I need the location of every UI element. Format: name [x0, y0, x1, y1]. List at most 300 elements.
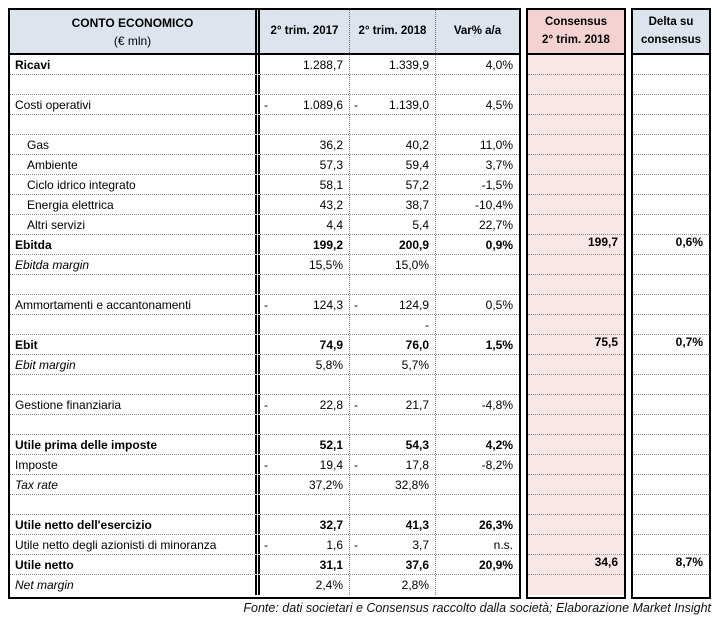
delta-row	[633, 335, 709, 355]
cell-q2-2017	[260, 95, 350, 114]
value-2018: 57,2	[405, 177, 429, 192]
cell-q2-2018	[350, 115, 436, 134]
negative-sign: -	[354, 457, 358, 472]
cell-var-yoy	[436, 355, 519, 374]
cell-q2-2017	[260, 355, 350, 374]
consensus-row	[528, 75, 624, 95]
table-row	[10, 55, 519, 75]
table-row	[10, 115, 519, 135]
value-delta: 0,6%	[675, 235, 703, 249]
consensus-row	[528, 375, 624, 395]
row-label: Ebitda	[15, 237, 52, 252]
value-var: 20,9%	[478, 557, 513, 572]
consensus-header	[528, 10, 624, 55]
cell-q2-2017	[260, 175, 350, 194]
cell-q2-2018	[350, 255, 436, 274]
table-header-row	[10, 10, 519, 55]
cell-q2-2017	[260, 335, 350, 354]
delta-column	[631, 8, 711, 599]
value-2018: 40,2	[405, 137, 429, 152]
cell-q2-2017	[260, 235, 350, 254]
value-2018: 124,9	[398, 297, 429, 312]
value-2017: 22,8	[319, 397, 343, 412]
consensus-row	[528, 55, 624, 75]
delta-row	[633, 515, 709, 535]
consensus-row	[528, 535, 624, 555]
value-2017: 5,8%	[315, 357, 343, 372]
cell-var-yoy	[436, 255, 519, 274]
cell-q2-2018	[350, 395, 436, 414]
delta-row	[633, 135, 709, 155]
value-2017: 52,1	[319, 437, 343, 452]
cell-var-yoy	[436, 175, 519, 194]
row-label-cell	[10, 135, 260, 154]
consensus-row	[528, 155, 624, 175]
cell-q2-2017	[260, 515, 350, 534]
delta-row	[633, 75, 709, 95]
delta-row	[633, 95, 709, 115]
header-cell-q2-2017	[260, 10, 350, 53]
table-row	[10, 155, 519, 175]
consensus-row	[528, 315, 624, 335]
negative-sign: -	[354, 97, 358, 112]
row-label-cell	[10, 455, 260, 474]
table-row	[10, 575, 519, 595]
row-label: Utile netto	[15, 557, 74, 572]
value-2017: 57,3	[319, 157, 343, 172]
value-2018: 41,3	[405, 517, 429, 532]
cell-var-yoy	[436, 375, 519, 394]
value-var: -10,4%	[474, 197, 513, 212]
row-label-cell	[10, 95, 260, 114]
header-cell-title	[10, 10, 260, 53]
value-var: 4,2%	[485, 437, 513, 452]
value-var: 4,0%	[485, 57, 513, 72]
cell-q2-2018	[350, 555, 436, 574]
consensus-row	[528, 495, 624, 515]
value-var: -8,2%	[481, 457, 513, 472]
cell-var-yoy	[436, 235, 519, 254]
cell-var-yoy	[436, 195, 519, 214]
table-row	[10, 455, 519, 475]
cell-q2-2017	[260, 495, 350, 514]
row-label-cell	[10, 295, 260, 314]
cell-q2-2018	[350, 475, 436, 494]
consensus-row	[528, 395, 624, 415]
consensus-row	[528, 95, 624, 115]
table-row	[10, 95, 519, 115]
row-label-cell	[10, 495, 260, 514]
value-2018: 37,6	[405, 557, 429, 572]
table-row	[10, 235, 519, 255]
delta-row	[633, 115, 709, 135]
value-var: 0,5%	[485, 297, 513, 312]
value-2018: -	[425, 317, 429, 332]
table-row	[10, 335, 519, 355]
row-label: Tax rate	[15, 477, 58, 492]
table-row	[10, 255, 519, 275]
cell-var-yoy	[436, 575, 519, 595]
consensus-label-line2: 2° trim. 2018	[542, 33, 610, 46]
cell-var-yoy	[436, 535, 519, 554]
cell-var-yoy	[436, 475, 519, 494]
row-label: Imposte	[15, 457, 58, 472]
row-label: Ciclo idrico integrato	[27, 177, 136, 192]
value-2017: 1,6	[326, 537, 343, 552]
table-row	[10, 315, 519, 335]
table-row	[10, 495, 519, 515]
cell-var-yoy	[436, 515, 519, 534]
delta-row	[633, 55, 709, 75]
row-label-cell	[10, 535, 260, 554]
cell-q2-2017	[260, 555, 350, 574]
value-2018: 54,3	[405, 437, 429, 452]
row-label-cell	[10, 475, 260, 494]
value-2018: 3,7	[412, 537, 429, 552]
table-row	[10, 75, 519, 95]
consensus-row	[528, 215, 624, 235]
table-row	[10, 515, 519, 535]
value-2018: 5,4	[412, 217, 429, 232]
cell-q2-2018	[350, 415, 436, 434]
delta-row	[633, 235, 709, 255]
cell-q2-2018	[350, 435, 436, 454]
delta-label-line1: Delta su	[648, 16, 694, 29]
value-2017: 124,3	[312, 297, 343, 312]
row-label: Costi operativi	[15, 97, 92, 112]
cell-var-yoy	[436, 95, 519, 114]
delta-row	[633, 435, 709, 455]
value-var: 26,3%	[478, 517, 513, 532]
row-label-cell	[10, 75, 260, 94]
value-2017: 43,2	[319, 197, 343, 212]
value-2018: 5,7%	[401, 357, 429, 372]
cell-q2-2017	[260, 535, 350, 554]
cell-var-yoy	[436, 155, 519, 174]
row-label: Ebitda margin	[15, 257, 90, 272]
delta-row	[633, 295, 709, 315]
delta-row	[633, 215, 709, 235]
cell-q2-2018	[350, 495, 436, 514]
header-cell-q2-2018	[350, 10, 436, 53]
row-label: Ebit margin	[15, 357, 76, 372]
cell-var-yoy	[436, 135, 519, 154]
cell-q2-2017	[260, 195, 350, 214]
value-var: -4,8%	[481, 397, 513, 412]
row-label-cell	[10, 255, 260, 274]
consensus-row	[528, 195, 624, 215]
row-label-cell	[10, 355, 260, 374]
consensus-row	[528, 175, 624, 195]
row-label: Altri servizi	[27, 217, 86, 232]
row-label: Ambiente	[27, 157, 78, 172]
consensus-row	[528, 455, 624, 475]
row-label: Gas	[27, 137, 50, 152]
row-label: Utile netto dell'esercizio	[15, 517, 152, 532]
consensus-row	[528, 575, 624, 595]
cell-q2-2017	[260, 315, 350, 334]
row-label-cell	[10, 195, 260, 214]
table-row	[10, 415, 519, 435]
cell-q2-2018	[350, 515, 436, 534]
delta-row	[633, 475, 709, 495]
row-label: Ricavi	[15, 57, 51, 72]
value-2017: 199,2	[312, 237, 343, 252]
row-label: Ammortamenti e accantonamenti	[15, 297, 192, 312]
value-2017: 37,2%	[308, 477, 343, 492]
cell-var-yoy	[436, 215, 519, 234]
cell-q2-2017	[260, 215, 350, 234]
value-var: 3,7%	[485, 157, 513, 172]
value-var: 22,7%	[478, 217, 513, 232]
value-2018: 76,0	[405, 337, 429, 352]
cell-q2-2018	[350, 375, 436, 394]
consensus-row	[528, 295, 624, 315]
table-row	[10, 215, 519, 235]
delta-row	[633, 455, 709, 475]
consensus-row	[528, 335, 624, 355]
value-consensus: 199,7	[587, 235, 618, 249]
cell-q2-2018	[350, 235, 436, 254]
negative-sign: -	[354, 537, 358, 552]
delta-row	[633, 535, 709, 555]
header-cell-consensus	[528, 10, 624, 53]
row-label-cell	[10, 215, 260, 234]
cell-q2-2018	[350, 95, 436, 114]
cell-q2-2018	[350, 535, 436, 554]
table-title-unit: (€ mln)	[113, 33, 152, 48]
delta-label-line2: consensus	[640, 33, 702, 46]
cell-q2-2018	[350, 55, 436, 74]
cell-q2-2017	[260, 475, 350, 494]
negative-sign: -	[264, 297, 268, 312]
row-label: Ebit	[15, 337, 38, 352]
value-2017: 32,7	[319, 517, 343, 532]
cell-q2-2018	[350, 155, 436, 174]
row-label-cell	[10, 555, 260, 574]
cell-var-yoy	[436, 495, 519, 514]
column-label-2018: 2° trim. 2018	[358, 24, 427, 37]
cell-q2-2018	[350, 455, 436, 474]
value-2017: 4,4	[326, 217, 343, 232]
value-2018: 2,8%	[401, 578, 429, 592]
cell-q2-2018	[350, 75, 436, 94]
cell-q2-2017	[260, 135, 350, 154]
negative-sign: -	[264, 97, 268, 112]
table-row	[10, 475, 519, 495]
value-2017: 1.288,7	[302, 57, 343, 72]
negative-sign: -	[354, 297, 358, 312]
consensus-row	[528, 235, 624, 255]
cell-q2-2017	[260, 255, 350, 274]
delta-row	[633, 315, 709, 335]
cell-var-yoy	[436, 275, 519, 294]
cell-var-yoy	[436, 315, 519, 334]
cell-q2-2018	[350, 195, 436, 214]
delta-row	[633, 275, 709, 295]
table-body	[10, 55, 519, 595]
cell-var-yoy	[436, 455, 519, 474]
cell-q2-2017	[260, 155, 350, 174]
table-row	[10, 375, 519, 395]
negative-sign: -	[264, 537, 268, 552]
cell-q2-2017	[260, 275, 350, 294]
source-note: Fonte: dati societari e Consensus raccolto dalla società; Elaborazione Market Insight	[243, 601, 711, 615]
row-label-cell	[10, 115, 260, 134]
cell-q2-2018	[350, 135, 436, 154]
cell-q2-2018	[350, 215, 436, 234]
cell-q2-2018	[350, 575, 436, 595]
cell-q2-2017	[260, 75, 350, 94]
value-2018: 59,4	[405, 157, 429, 172]
value-2017: 2,4%	[315, 578, 343, 592]
delta-header	[633, 10, 709, 55]
row-label-cell	[10, 335, 260, 354]
value-2018: 1.339,9	[388, 57, 429, 72]
value-var: 11,0%	[479, 137, 513, 152]
consensus-row	[528, 115, 624, 135]
column-label-2017: 2° trim. 2017	[270, 24, 339, 37]
value-var: 1,5%	[485, 337, 513, 352]
delta-row	[633, 375, 709, 395]
cell-var-yoy	[436, 415, 519, 434]
cell-var-yoy	[436, 555, 519, 574]
value-2017: 58,1	[319, 177, 343, 192]
value-consensus: 75,5	[594, 335, 618, 349]
cell-q2-2017	[260, 575, 350, 595]
cell-var-yoy	[436, 55, 519, 74]
row-label-cell	[10, 435, 260, 454]
delta-row	[633, 195, 709, 215]
delta-row	[633, 555, 709, 575]
table-row	[10, 275, 519, 295]
table-row	[10, 195, 519, 215]
consensus-label-line1: Consensus	[545, 16, 607, 29]
value-2017: 1.089,6	[302, 97, 343, 112]
value-2018: 15,0%	[394, 257, 429, 272]
cell-q2-2018	[350, 175, 436, 194]
row-label: Utile netto degli azionisti di minoranza	[15, 537, 217, 552]
value-2018: 38,7	[405, 197, 429, 212]
value-2017: 36,2	[319, 137, 343, 152]
table-row	[10, 355, 519, 375]
income-statement-table	[8, 8, 521, 599]
row-label-cell	[10, 175, 260, 194]
value-2017: 15,5%	[308, 257, 343, 272]
row-label-cell	[10, 55, 260, 74]
cell-q2-2018	[350, 335, 436, 354]
consensus-row	[528, 275, 624, 295]
cell-var-yoy	[436, 75, 519, 94]
value-2018: 21,7	[405, 397, 429, 412]
value-var: n.s.	[493, 537, 513, 552]
value-var: 0,9%	[485, 237, 513, 252]
consensus-row	[528, 415, 624, 435]
cell-var-yoy	[436, 435, 519, 454]
row-label-cell	[10, 155, 260, 174]
delta-row	[633, 415, 709, 435]
value-2018: 200,9	[398, 237, 429, 252]
cell-q2-2018	[350, 295, 436, 314]
header-cell-var-yoy	[436, 10, 519, 53]
cell-var-yoy	[436, 295, 519, 314]
cell-q2-2017	[260, 455, 350, 474]
consensus-row	[528, 475, 624, 495]
row-label-cell	[10, 375, 260, 394]
consensus-row	[528, 515, 624, 535]
table-title: CONTO ECONOMICO	[71, 15, 194, 30]
value-var: -1,5%	[481, 177, 513, 192]
delta-row	[633, 355, 709, 375]
cell-q2-2017	[260, 55, 350, 74]
cell-q2-2018	[350, 355, 436, 374]
delta-row	[633, 395, 709, 415]
cell-q2-2017	[260, 415, 350, 434]
value-consensus: 34,6	[594, 555, 618, 569]
consensus-row	[528, 555, 624, 575]
row-label-cell	[10, 275, 260, 294]
delta-row	[633, 255, 709, 275]
delta-row	[633, 575, 709, 595]
consensus-row	[528, 135, 624, 155]
row-label: Net margin	[15, 578, 74, 592]
table-row	[10, 295, 519, 315]
table-row	[10, 395, 519, 415]
table-row	[10, 175, 519, 195]
table-row	[10, 555, 519, 575]
cell-q2-2018	[350, 275, 436, 294]
row-label-cell	[10, 515, 260, 534]
delta-row	[633, 175, 709, 195]
value-2017: 31,1	[319, 557, 343, 572]
consensus-body	[528, 55, 624, 595]
value-2017: 74,9	[319, 337, 343, 352]
header-cell-delta	[633, 10, 709, 53]
negative-sign: -	[264, 397, 268, 412]
consensus-row	[528, 435, 624, 455]
cell-q2-2018	[350, 315, 436, 334]
table-row	[10, 435, 519, 455]
row-label: Gestione finanziaria	[15, 397, 122, 412]
row-label: Utile prima delle imposte	[15, 437, 158, 452]
row-label-cell	[10, 395, 260, 414]
value-var: 4,5%	[485, 97, 513, 112]
row-label-cell	[10, 575, 260, 595]
cell-var-yoy	[436, 395, 519, 414]
value-delta: 8,7%	[675, 555, 703, 569]
negative-sign: -	[354, 397, 358, 412]
cell-var-yoy	[436, 335, 519, 354]
row-label-cell	[10, 315, 260, 334]
column-label-var: Var% a/a	[453, 24, 502, 37]
cell-q2-2017	[260, 435, 350, 454]
cell-q2-2017	[260, 395, 350, 414]
value-delta: 0,7%	[675, 335, 703, 349]
row-label: Energia elettrica	[27, 197, 114, 212]
table-row	[10, 135, 519, 155]
consensus-column	[526, 8, 626, 599]
cell-q2-2017	[260, 115, 350, 134]
value-2018: 32,8%	[394, 477, 429, 492]
row-label-cell	[10, 235, 260, 254]
consensus-row	[528, 355, 624, 375]
delta-row	[633, 495, 709, 515]
cell-q2-2017	[260, 295, 350, 314]
cell-q2-2017	[260, 375, 350, 394]
negative-sign: -	[264, 457, 268, 472]
delta-row	[633, 155, 709, 175]
value-2018: 1.139,0	[388, 97, 429, 112]
